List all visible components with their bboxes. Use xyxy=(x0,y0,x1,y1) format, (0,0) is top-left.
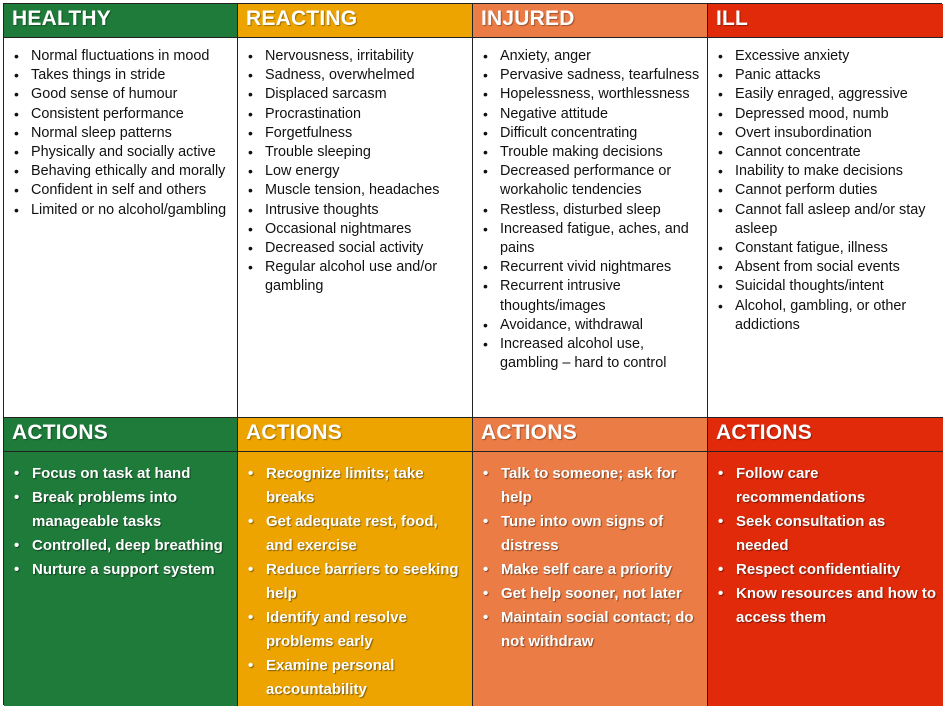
symptom-item: • Depressed mood, numb xyxy=(714,105,937,124)
symptom-item: • Easily enraged, aggressive xyxy=(714,85,937,104)
action-item: • Focus on task at hand xyxy=(10,462,231,486)
symptom-item: • Difficult concentrating xyxy=(479,124,701,143)
symptoms-ill xyxy=(708,38,943,418)
action-item: • Tune into own signs of distress xyxy=(479,510,701,558)
action-list xyxy=(479,462,701,654)
symptom-item: • Confident in self and others xyxy=(10,181,231,200)
symptoms-reacting xyxy=(238,38,473,418)
symptom-item: • Overt insubordination xyxy=(714,124,937,143)
actions-reacting xyxy=(238,452,473,706)
header-ill-title: ILL xyxy=(716,7,749,30)
header-healthy xyxy=(4,4,238,38)
action-item: • Reduce barriers to seeking help xyxy=(244,558,466,606)
symptom-item: • Excessive anxiety xyxy=(714,47,937,66)
symptom-item: • Displaced sarcasm xyxy=(244,85,466,104)
header-injured-title: INJURED xyxy=(481,7,575,30)
actions-header-healthy xyxy=(4,418,238,452)
symptom-item: • Recurrent vivid nightmares xyxy=(479,258,701,277)
symptom-item: • Consistent performance xyxy=(10,105,231,124)
symptom-item: • Inability to make decisions xyxy=(714,162,937,181)
actions-header-injured xyxy=(473,418,708,452)
symptom-item: • Pervasive sadness, tearfulness xyxy=(479,66,701,85)
symptom-item: • Cannot fall asleep and/or stay asleep xyxy=(714,201,937,239)
symptom-item: • Good sense of humour xyxy=(10,85,231,104)
action-list xyxy=(10,462,231,582)
symptom-item: • Suicidal thoughts/intent xyxy=(714,277,937,296)
symptom-list xyxy=(10,47,231,220)
actions-header-title: ACTIONS xyxy=(716,421,812,444)
header-healthy-title: HEALTHY xyxy=(12,7,112,30)
symptom-item: • Sadness, overwhelmed xyxy=(244,66,466,85)
symptom-item: • Cannot concentrate xyxy=(714,143,937,162)
symptom-item: • Low energy xyxy=(244,162,466,181)
symptom-item: • Restless, disturbed sleep xyxy=(479,201,701,220)
symptom-item: • Avoidance, withdrawal xyxy=(479,316,701,335)
action-item: • Follow care recommendations xyxy=(714,462,937,510)
actions-header-reacting xyxy=(238,418,473,452)
actions-healthy xyxy=(4,452,238,706)
symptom-item: • Cannot perform duties xyxy=(714,181,937,200)
symptom-item: • Trouble sleeping xyxy=(244,143,466,162)
header-reacting-title: REACTING xyxy=(246,7,358,30)
symptom-item: • Decreased performance or workaholic tendencies xyxy=(479,162,701,200)
symptom-item: • Forgetfulness xyxy=(244,124,466,143)
symptom-item: • Decreased social activity xyxy=(244,239,466,258)
symptom-item: • Takes things in stride xyxy=(10,66,231,85)
action-item: • Identify and resolve problems early xyxy=(244,606,466,654)
symptom-item: • Occasional nightmares xyxy=(244,220,466,239)
action-item: • Maintain social contact; do not withdraw xyxy=(479,606,701,654)
actions-injured xyxy=(473,452,708,706)
action-item: • Examine personal accountability xyxy=(244,654,466,702)
actions-header-title: ACTIONS xyxy=(481,421,577,444)
actions-ill xyxy=(708,452,943,706)
symptom-item: • Absent from social events xyxy=(714,258,937,277)
action-list xyxy=(244,462,466,702)
symptom-item: • Recurrent intrusive thoughts/images xyxy=(479,277,701,315)
header-ill xyxy=(708,4,943,38)
action-item: • Make self care a priority xyxy=(479,558,701,582)
action-item: • Respect confidentiality xyxy=(714,558,937,582)
action-item: • Get help sooner, not later xyxy=(479,582,701,606)
symptom-item: • Anxiety, anger xyxy=(479,47,701,66)
symptom-item: • Trouble making decisions xyxy=(479,143,701,162)
mental-health-continuum-table xyxy=(3,3,942,705)
action-item: • Talk to someone; ask for help xyxy=(479,462,701,510)
symptom-item: • Procrastination xyxy=(244,105,466,124)
actions-header-title: ACTIONS xyxy=(12,421,108,444)
symptom-item: • Increased alcohol use, gambling – hard to control xyxy=(479,335,701,373)
symptom-item: • Negative attitude xyxy=(479,105,701,124)
symptom-item: • Behaving ethically and morally xyxy=(10,162,231,181)
actions-header-ill xyxy=(708,418,943,452)
symptom-item: • Muscle tension, headaches xyxy=(244,181,466,200)
action-list xyxy=(714,462,937,630)
symptoms-injured xyxy=(473,38,708,418)
action-item: • Recognize limits; take breaks xyxy=(244,462,466,510)
symptom-item: • Physically and socially active xyxy=(10,143,231,162)
header-reacting xyxy=(238,4,473,38)
action-item: • Break problems into manageable tasks xyxy=(10,486,231,534)
symptom-item: • Hopelessness, worthlessness xyxy=(479,85,701,104)
action-item: • Get adequate rest, food, and exercise xyxy=(244,510,466,558)
action-item: • Know resources and how to access them xyxy=(714,582,937,630)
symptom-item: • Limited or no alcohol/gambling xyxy=(10,201,231,220)
symptom-list xyxy=(244,47,466,297)
symptom-item: • Alcohol, gambling, or other addictions xyxy=(714,297,937,335)
header-injured xyxy=(473,4,708,38)
action-item: • Nurture a support system xyxy=(10,558,231,582)
symptom-list xyxy=(479,47,701,373)
action-item: • Seek consultation as needed xyxy=(714,510,937,558)
symptom-item: • Regular alcohol use and/or gambling xyxy=(244,258,466,296)
symptom-item: • Constant fatigue, illness xyxy=(714,239,937,258)
symptom-item: • Normal sleep patterns xyxy=(10,124,231,143)
symptom-item: • Normal fluctuations in mood xyxy=(10,47,231,66)
action-item: • Controlled, deep breathing xyxy=(10,534,231,558)
symptom-list xyxy=(714,47,937,335)
symptom-item: • Intrusive thoughts xyxy=(244,201,466,220)
symptom-item: • Increased fatigue, aches, and pains xyxy=(479,220,701,258)
symptom-item: • Panic attacks xyxy=(714,66,937,85)
actions-header-title: ACTIONS xyxy=(246,421,342,444)
symptoms-healthy xyxy=(4,38,238,418)
symptom-item: • Nervousness, irritability xyxy=(244,47,466,66)
